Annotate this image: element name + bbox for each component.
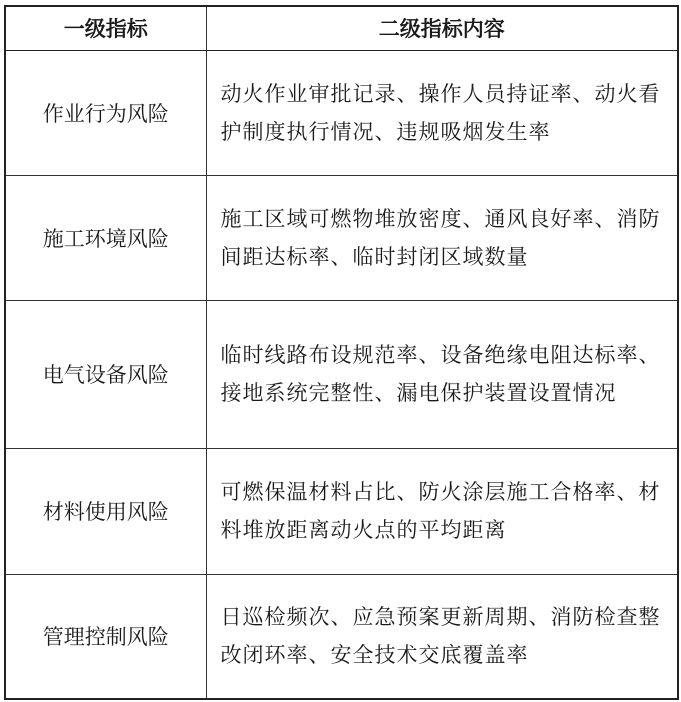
table-row [5,50,678,175]
table-row [5,300,678,448]
level2-cell: 施工区域可燃物堆放密度、通风良好率、消防间距达标率、临时封闭区域数量 [206,175,678,300]
level1-cell: 电气设备风险 [5,300,206,448]
indicator-table-container [4,5,677,698]
table-row [5,448,678,574]
level2-cell: 日巡检频次、应急预案更新周期、消防检查整改闭环率、安全技术交底覆盖率 [206,574,678,699]
level2-cell: 可燃保温材料占比、防火涂层施工合格率、材料堆放距离动火点的平均距离 [206,448,678,574]
risk-indicator-table [4,5,679,700]
header-level1: 一级指标 [5,6,206,50]
level1-cell: 材料使用风险 [5,448,206,574]
level2-cell: 临时线路布设规范率、设备绝缘电阻达标率、接地系统完整性、漏电保护装置设置情况 [206,300,678,448]
table-header-row [5,6,678,50]
level1-cell: 施工环境风险 [5,175,206,300]
level1-cell: 作业行为风险 [5,50,206,175]
level2-cell: 动火作业审批记录、操作人员持证率、动火看护制度执行情况、违规吸烟发生率 [206,50,678,175]
level1-cell: 管理控制风险 [5,574,206,699]
table-row [5,175,678,300]
header-level2: 二级指标内容 [206,6,678,50]
table-row [5,574,678,699]
